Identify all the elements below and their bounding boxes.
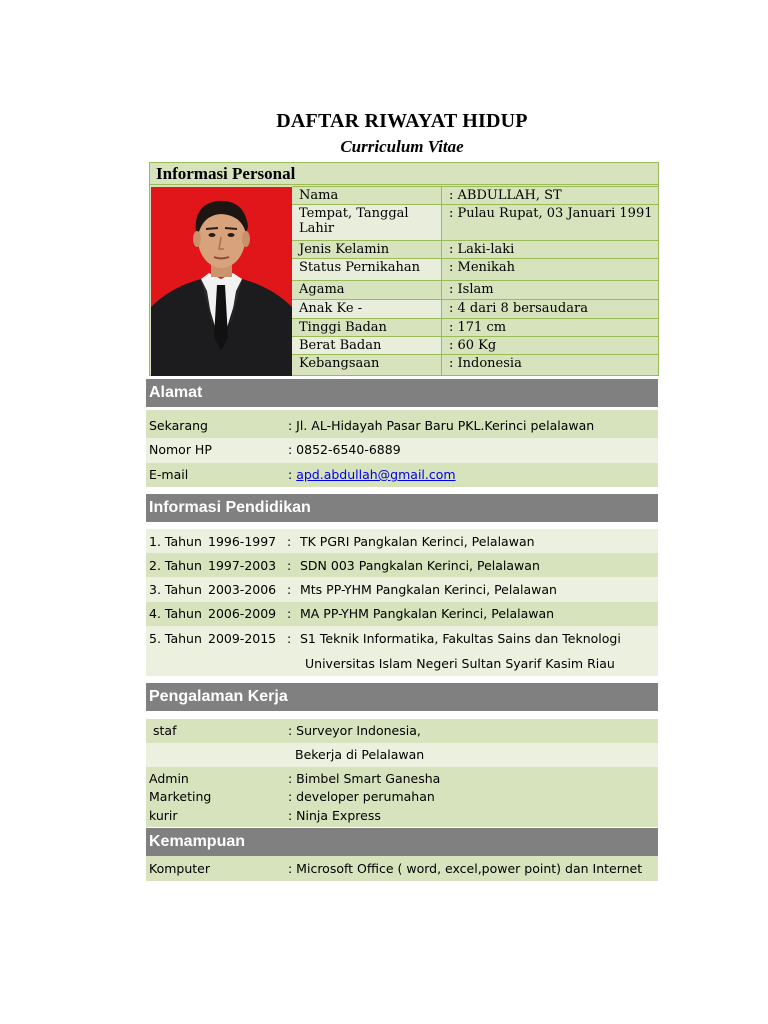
alamat-row <box>146 410 658 438</box>
education-number: 5. Tahun <box>149 631 202 646</box>
skill-row <box>146 856 658 881</box>
education-colon: : <box>287 631 292 646</box>
education-row <box>146 626 658 676</box>
education-year: 2006-2009 <box>208 606 277 621</box>
experience-value: : Ninja Express <box>288 808 381 823</box>
personal-info-table <box>149 162 659 376</box>
section-header-alamat: Alamat <box>146 379 658 407</box>
alamat-row <box>146 463 658 487</box>
experience-group <box>146 767 658 827</box>
experience-label: Admin <box>149 771 189 786</box>
education-year: 1996-1997 <box>208 534 277 549</box>
experience-value: Bekerja di Pelalawan <box>295 747 425 762</box>
personal-label: Tinggi Badan <box>299 320 387 335</box>
personal-value: : Pulau Rupat, 03 Januari 1991 <box>449 206 653 221</box>
experience-value: : Surveyor Indonesia, <box>288 723 421 738</box>
personal-row-tinggi <box>292 318 658 336</box>
alamat-label: Sekarang <box>149 418 208 433</box>
personal-label: Agama <box>299 282 345 297</box>
education-school: MA PP-YHM Pangkalan Kerinci, Pelalawan <box>300 606 555 621</box>
personal-label: Berat Badan <box>299 338 382 353</box>
personal-value: : Islam <box>449 282 494 297</box>
personal-value: : Menikah <box>449 260 516 275</box>
personal-row-kebangsaan <box>292 354 658 375</box>
personal-value: : Indonesia <box>449 356 522 371</box>
section-header-kemampuan: Kemampuan <box>146 828 658 856</box>
personal-row-ttl <box>292 204 658 240</box>
personal-row-berat <box>292 336 658 354</box>
education-school: SDN 003 Pangkalan Kerinci, Pelalawan <box>300 558 540 573</box>
experience-value: : Bimbel Smart Ganesha <box>288 771 441 786</box>
personal-label: Jenis Kelamin <box>299 242 390 257</box>
education-number: 4. Tahun <box>149 606 202 621</box>
experience-value: : developer perumahan <box>288 789 435 804</box>
alamat-label: Nomor HP <box>149 442 212 457</box>
education-number: 1. Tahun <box>149 534 202 549</box>
experience-row <box>146 743 658 767</box>
education-school: TK PGRI Pangkalan Kerinci, Pelalawan <box>300 534 535 549</box>
education-year: 2009-2015 <box>208 631 277 646</box>
education-school: Mts PP-YHM Pangkalan Kerinci, Pelalawan <box>300 582 557 597</box>
alamat-row <box>146 438 658 463</box>
page-title: DAFTAR RIWAYAT HIDUP <box>276 110 528 132</box>
personal-label: Tempat, Tanggal Lahir <box>299 206 409 236</box>
personal-value: : ABDULLAH, ST <box>449 188 562 203</box>
personal-row-status <box>292 258 658 280</box>
experience-row <box>146 719 658 743</box>
education-number: 2. Tahun <box>149 558 202 573</box>
email-prefix: : <box>288 467 297 482</box>
personal-value: : 4 dari 8 bersaudara <box>449 301 588 316</box>
personal-value: : Laki-laki <box>449 242 515 257</box>
page-subtitle: Curriculum Vitae <box>340 137 464 156</box>
education-row <box>146 553 658 577</box>
personal-label: Anak Ke - <box>299 301 363 316</box>
profile-photo <box>151 187 292 376</box>
education-row <box>146 529 658 553</box>
personal-row-agama <box>292 280 658 299</box>
skill-label: Komputer <box>149 861 210 876</box>
education-colon: : <box>287 606 292 621</box>
education-colon: : <box>287 582 292 597</box>
personal-label: Nama <box>299 188 339 203</box>
education-school: S1 Teknik Informatika, Fakultas Sains dan Teknologi <box>300 631 621 646</box>
experience-label: staf <box>153 723 177 738</box>
personal-label: Kebangsaan <box>299 356 380 371</box>
personal-row-jenis-kelamin <box>292 240 658 258</box>
education-year: 2003-2006 <box>208 582 277 597</box>
personal-info-heading: Informasi Personal <box>150 163 658 185</box>
email-link[interactable]: apd.abdullah@gmail.com <box>296 467 456 482</box>
education-row <box>146 602 658 626</box>
alamat-label: E-mail <box>149 467 189 482</box>
experience-label: Marketing <box>149 789 212 804</box>
skill-value: : Microsoft Office ( word, excel,power point) dan Internet <box>288 861 643 876</box>
education-row <box>146 577 658 602</box>
education-school-line2: Universitas Islam Negeri Sultan Syarif Kasim Riau <box>305 656 615 671</box>
personal-value: : 171 cm <box>449 320 507 335</box>
alamat-value: : Jl. AL-Hidayah Pasar Baru PKL.Kerinci pelalawan <box>288 418 595 433</box>
education-colon: : <box>287 558 292 573</box>
section-header-pendidikan: Informasi Pendidikan <box>146 494 658 522</box>
alamat-value: : 0852-6540-6889 <box>288 442 401 457</box>
personal-row-anak-ke <box>292 299 658 318</box>
education-colon: : <box>287 534 292 549</box>
section-header-pengalaman: Pengalaman Kerja <box>146 683 658 711</box>
personal-label: Status Pernikahan <box>299 260 421 275</box>
education-year: 1997-2003 <box>208 558 277 573</box>
personal-row-nama <box>292 186 658 204</box>
education-number: 3. Tahun <box>149 582 202 597</box>
personal-value: : 60 Kg <box>449 338 497 353</box>
experience-label: kurir <box>149 808 178 823</box>
